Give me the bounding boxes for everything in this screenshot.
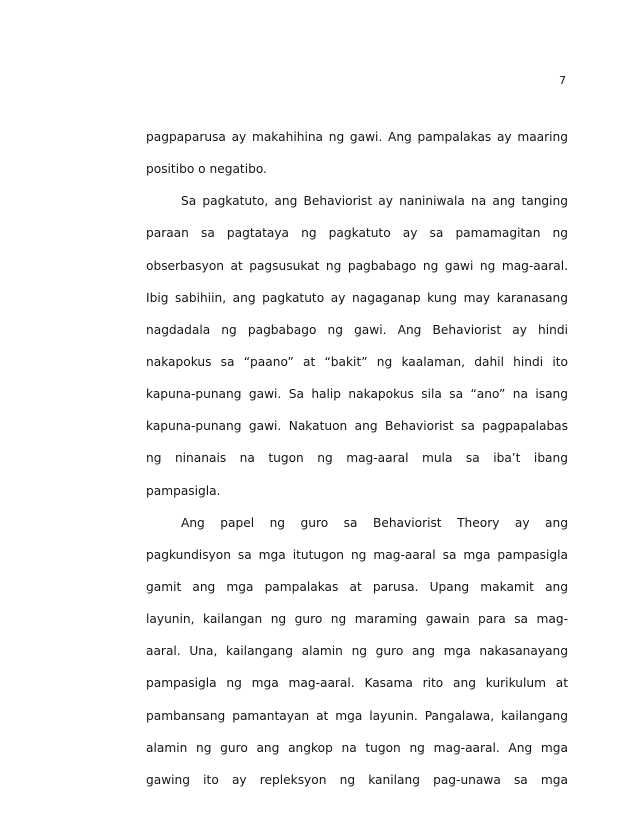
text-line: layunin, kailangan ng guro ng maraming gawain para sa mag-: [146, 612, 568, 627]
text-line: kapuna-punang gawi. Nakatuon ang Behaviorist sa pagpapalabas: [146, 419, 568, 434]
text-line: Ang papel ng guro sa Behaviorist Theory ay ang: [181, 515, 568, 530]
text-line: pagpaparusa ay makahihina ng gawi. Ang pampalakas ay maaring: [146, 130, 568, 144]
text-line: pampasigla ng mga mag-aaral. Kasama rito ang kurikulum at: [146, 676, 568, 691]
text-line: alamin ng guro ang angkop na tugon ng mag-aaral. Ang mga: [146, 740, 568, 755]
text-line: Sa pagkatuto, ang Behaviorist ay naniniwala na ang tanging: [181, 194, 568, 209]
text-line: gawing ito ay repleksyon ng kanilang pag-unawa sa mga: [146, 772, 568, 787]
text-line: Ibig sabihiin, ang pagkatuto ay nagaganap kung may karanasang: [146, 290, 568, 305]
text-line: aaral. Una, kailangang alamin ng guro ang mga nakasanayang: [146, 644, 568, 659]
page-number: 7: [559, 74, 566, 87]
text-line: pagkundisyon sa mga itutugon ng mag-aaral sa mga pampasigla: [146, 547, 568, 562]
text-line: paraan sa pagtataya ng pagkatuto ay sa pamamagitan ng: [146, 226, 568, 241]
text-line: nakapokus sa “paano” at “bakit” ng kaalaman, dahil hindi ito: [146, 354, 568, 369]
text-line: obserbasyon at pagsusukat ng pagbabago ng gawi ng mag-aaral.: [146, 258, 568, 273]
text-line: gamit ang mga pampalakas at parusa. Upang makamit ang: [146, 579, 568, 594]
text-line: kapuna-punang gawi. Sa halip nakapokus sila sa “ano” na isang: [146, 387, 568, 402]
text-line: ng ninanais na tugon ng mag-aaral mula sa iba’t ibang: [146, 451, 568, 466]
text-line: pambansang pamantayan at mga layunin. Pangalawa, kailangang: [146, 708, 568, 723]
text-line: nagdadala ng pagbabago ng gawi. Ang Behaviorist ay hindi: [146, 322, 568, 337]
text-line: positibo o negatibo.: [146, 162, 267, 177]
text-line: pampasigla.: [146, 483, 221, 498]
body-text: [146, 121, 568, 796]
